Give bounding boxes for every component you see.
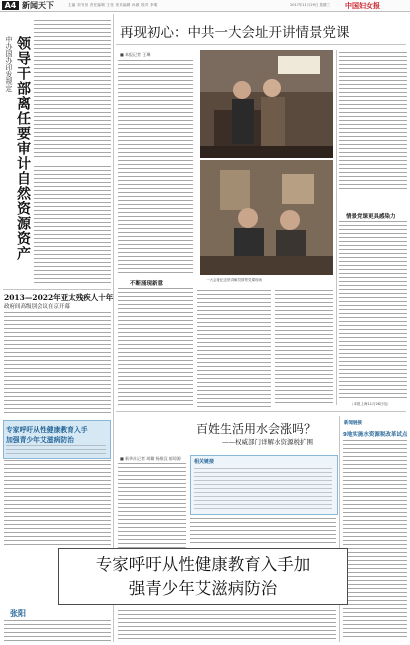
issue-date: 2017年11月29日 星期三 xyxy=(290,3,330,7)
main-col1-text-2 xyxy=(118,288,193,408)
left-headline-2: 2013—2022年亚太残疾人十年 xyxy=(4,293,114,302)
main-photo-caption: 一大会址纪念馆讲解员情景党课现场 xyxy=(206,278,262,282)
left-article-text-4 xyxy=(4,460,111,545)
water-box-title: 相关链接 xyxy=(194,459,215,465)
left-article-text-2 xyxy=(34,166,111,283)
main-col2-text xyxy=(197,290,271,408)
main-col3-text-2 xyxy=(339,221,407,401)
photo-lecture-image xyxy=(200,160,333,275)
main-byline: ■ 本报记者 王琳 xyxy=(120,52,151,57)
right-brief-text xyxy=(343,440,407,640)
left-article-text xyxy=(34,20,111,160)
main-col3-text xyxy=(339,52,407,192)
left-box-title-2: 加强青少年艾滋病防治 xyxy=(6,436,74,444)
water-bottom-text xyxy=(118,610,336,642)
left-vertical-subtitle: 中办国办印发规定 xyxy=(5,36,13,92)
main-photo-bottom xyxy=(200,160,333,275)
left-box-title-1: 专家呼吁从性健康教育入手 xyxy=(6,426,88,434)
water-col2-text xyxy=(190,518,336,546)
main-photo-top xyxy=(200,50,333,158)
right-brief-title: 9地实施水资源税改革试点 xyxy=(343,432,408,438)
left-article-text-3 xyxy=(4,312,111,416)
callout-line-2: 强青少年艾滋病防治 xyxy=(128,578,278,598)
callout-line-1: 专家呼吁从性健康教育入手加 xyxy=(95,554,311,574)
water-subheadline: ——权威部门详解水资源税扩围 xyxy=(222,438,313,446)
main-col4-text xyxy=(275,290,333,406)
water-col1-text xyxy=(118,463,186,548)
main-col1-text xyxy=(118,60,193,275)
main-subhead-1: 不断涌现新意 xyxy=(130,281,164,287)
left-headline-2-sub: 政府间高级别会议在京开幕 xyxy=(4,304,71,310)
newspaper-masthead: 中国妇女报 xyxy=(345,1,380,10)
main-right-subhead: 情景党课更具感染力 xyxy=(346,214,396,220)
main-headline: 再现初心：中共一大会址开讲情景党课 xyxy=(120,25,350,41)
right-brief-label: 新闻链接 xyxy=(344,421,362,426)
left-box-text xyxy=(6,445,106,455)
editor-credits: 主编 刘书田 责任编辑 王莹 美术编辑 孙颖 校对 李明 xyxy=(68,3,158,7)
left-article-text-5 xyxy=(4,620,111,642)
main-dateline: （本报上海11月28日电） xyxy=(350,402,391,406)
water-headline: 百姓生活用水会涨吗？ xyxy=(196,422,317,436)
page-header xyxy=(0,0,410,12)
headline-callout-box xyxy=(58,548,348,605)
water-byline: ■ 新华社记者 胡璐 杨维汉 郁琼源 xyxy=(120,456,181,461)
section-name: 新闻天下 xyxy=(22,1,54,10)
photo-actors-image xyxy=(200,50,333,158)
page-number: A4 xyxy=(2,1,19,10)
water-box-text xyxy=(194,468,332,510)
left-bottom-headline: 张阳 xyxy=(10,609,26,618)
left-vertical-headline: 领导干部离任要审计自然资源资产 xyxy=(15,36,31,261)
